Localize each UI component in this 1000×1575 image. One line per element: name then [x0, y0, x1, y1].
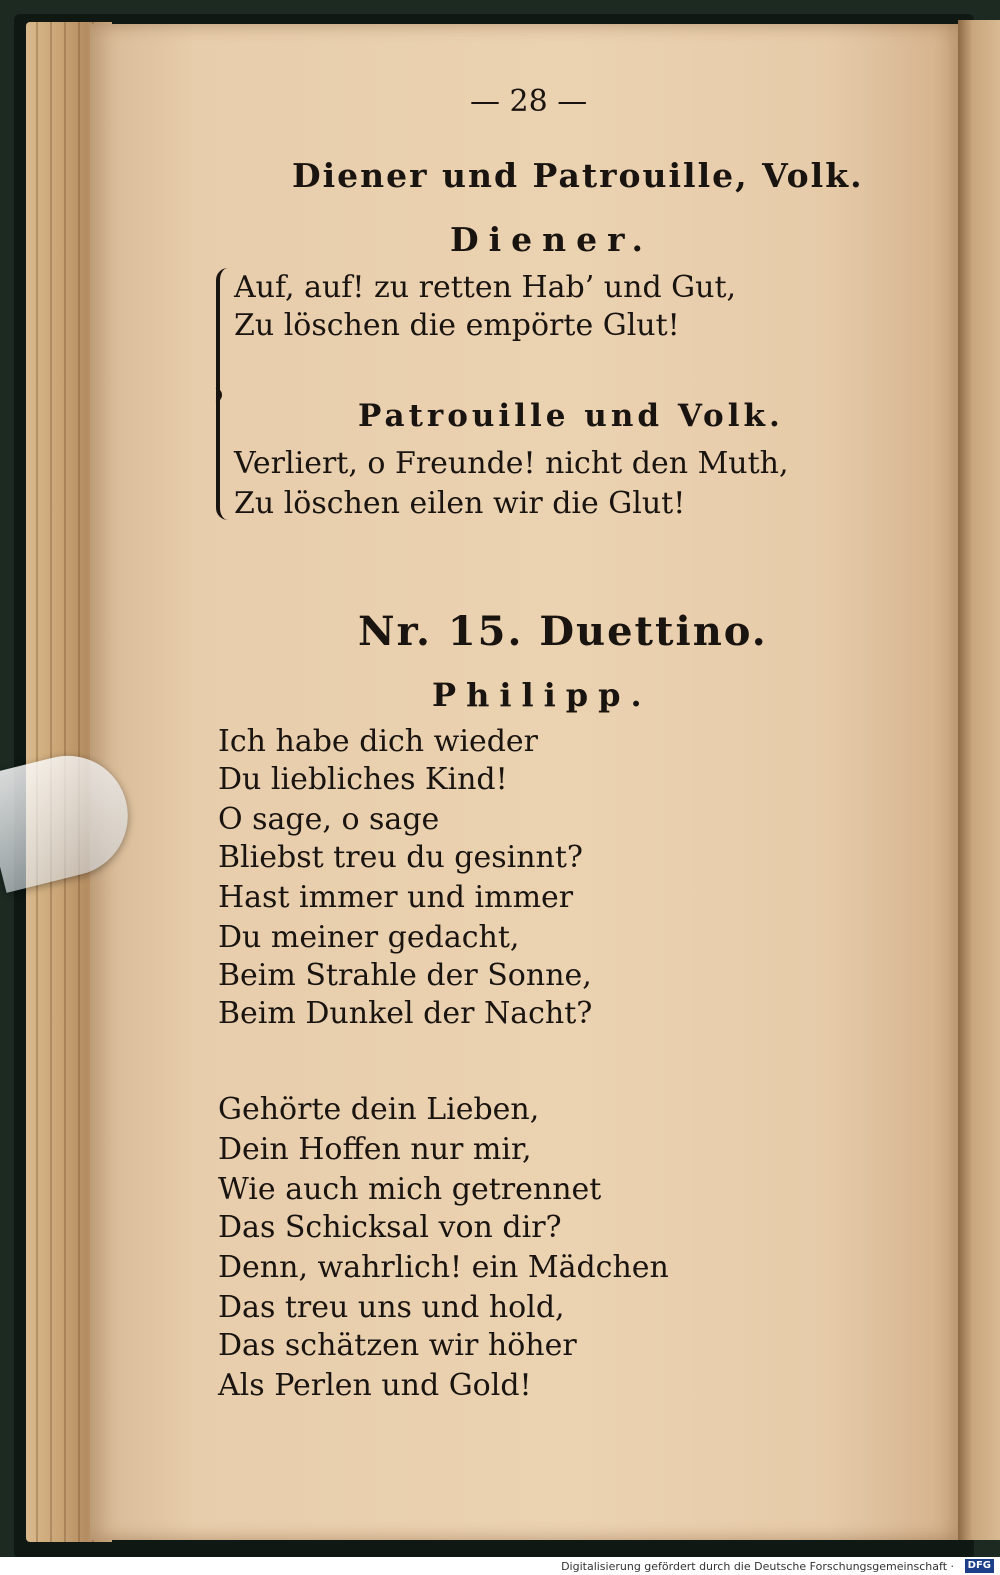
verse-line: Wie auch mich getrennet: [218, 1172, 602, 1207]
verse-line: Du liebliches Kind!: [218, 762, 508, 797]
verse-line: Du meiner gedacht,: [218, 920, 520, 955]
diener-line-1: Auf, auf! zu retten Hab’ und Gut,: [234, 270, 737, 305]
patrouille-line-2: Zu löschen eilen wir die Glut!: [234, 486, 686, 521]
verse-line: Gehörte dein Lieben,: [218, 1092, 540, 1127]
verse-line: Hast immer und immer: [218, 880, 574, 915]
verse-line: Beim Dunkel der Nacht?: [218, 996, 593, 1031]
verse-line: Dein Hoffen nur mir,: [218, 1132, 532, 1167]
verse-line: Bliebst treu du gesinnt?: [218, 840, 583, 875]
verse-line: Das schätzen wir höher: [218, 1328, 577, 1363]
verse-line: Beim Strahle der Sonne,: [218, 958, 592, 993]
verse-line: Als Perlen und Gold!: [218, 1368, 532, 1403]
verse-line: Denn, wahrlich! ein Mädchen: [218, 1250, 669, 1285]
facing-page-edge: [958, 20, 1000, 1540]
verse-line: Ich habe dich wieder: [218, 724, 538, 759]
verse-line: O sage, o sage: [218, 802, 440, 837]
curly-brace-tip: [206, 388, 222, 402]
dfg-logo: DFG: [965, 1559, 994, 1573]
scene-heading: Diener und Patrouille, Volk.: [292, 156, 864, 195]
footer-credit: Digitalisierung gefördert durch die Deutsche Forschungsgemeinschaft ·: [561, 1560, 954, 1573]
number-heading: Nr. 15. Duettino.: [358, 608, 768, 655]
speaker-patrouille: Patrouille und Volk.: [358, 398, 784, 434]
patrouille-line-1: Verliert, o Freunde! nicht den Muth,: [234, 446, 789, 481]
speaker-philipp: Philipp.: [432, 676, 652, 714]
verse-line: Das Schicksal von dir?: [218, 1210, 562, 1245]
diener-line-2: Zu löschen die empörte Glut!: [234, 308, 680, 343]
speaker-diener: Diener.: [450, 220, 653, 259]
verse-line: Das treu uns und hold,: [218, 1290, 565, 1325]
page-number: — 28 —: [470, 84, 588, 119]
